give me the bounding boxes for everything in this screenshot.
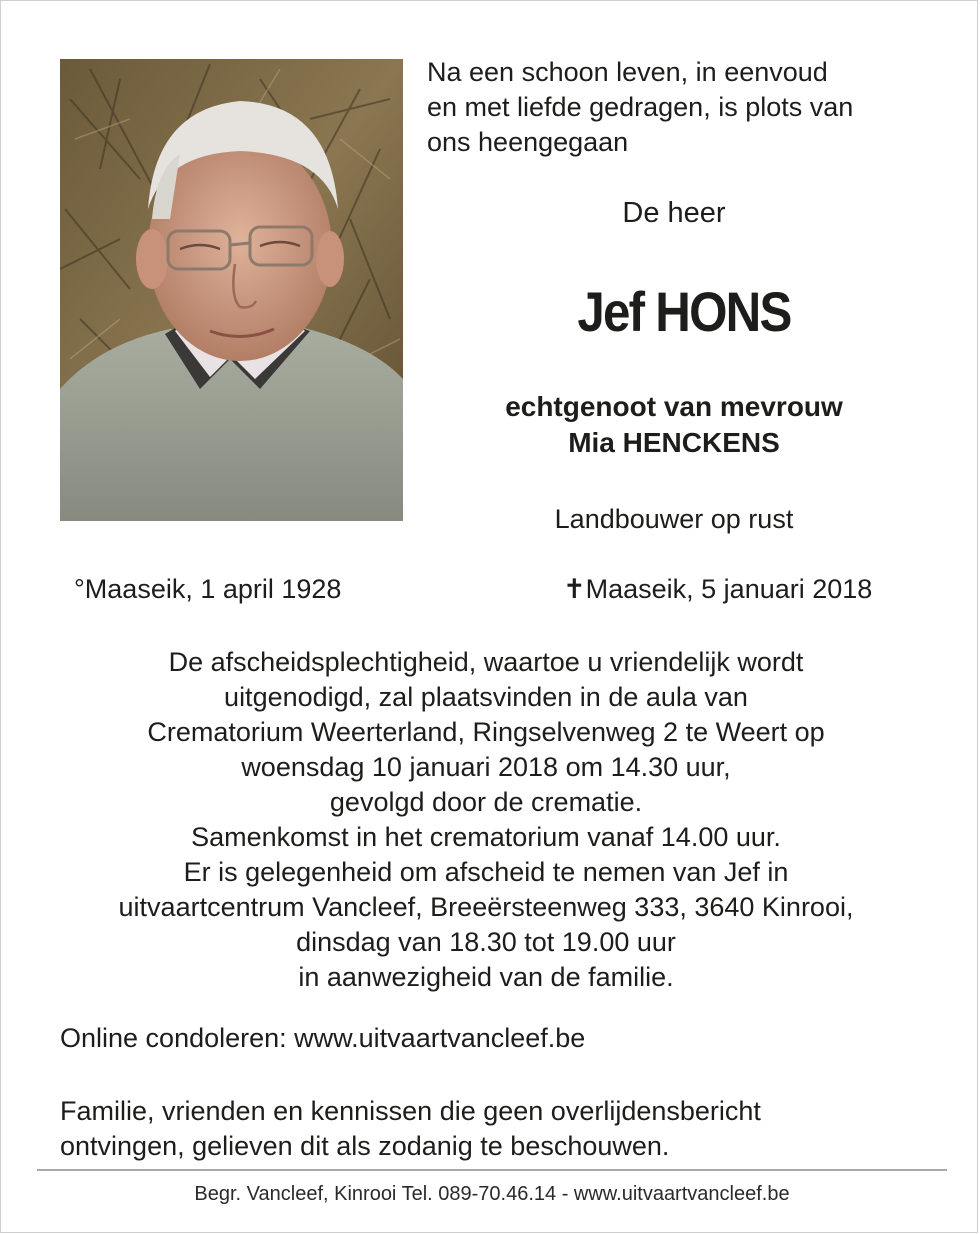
spouse-block xyxy=(421,389,927,461)
details-line: Crematorium Weerterland, Ringselvenweg 2 te Weert op xyxy=(147,717,825,747)
honorific: De heer xyxy=(622,197,726,229)
details-line: in aanwezigheid van de familie. xyxy=(298,962,674,992)
details-line: Er is gelegenheid om afscheid te nemen van Jef in xyxy=(183,857,789,887)
intro-line: ons heengegaan xyxy=(427,127,629,157)
birth-info: °Maaseik, 1 april 1928 xyxy=(74,574,342,604)
intro-line: Na een schoon leven, in eenvoud xyxy=(427,57,828,87)
intro-text xyxy=(427,55,947,160)
closing-line: ontvingen, gelieven dit als zodanig te beschouwen. xyxy=(60,1131,670,1161)
divider xyxy=(37,1169,947,1171)
portrait-photo xyxy=(60,59,403,521)
intro-line: en met liefde gedragen, is plots van xyxy=(427,92,854,122)
details-line: dinsdag van 18.30 tot 19.00 uur xyxy=(296,927,676,957)
details-line: gevolgd door de crematie. xyxy=(329,787,643,817)
details-line: De afscheidsplechtigheid, waartoe u vriendelijk wordt xyxy=(168,647,804,677)
spouse-line: echtgenoot van mevrouw xyxy=(505,391,843,422)
online-condolence: Online condoleren: www.uitvaartvancleef.be xyxy=(60,1023,586,1053)
ceremony-details xyxy=(41,645,931,995)
profession: Landbouwer op rust xyxy=(554,504,794,534)
closing-notice xyxy=(60,1094,920,1164)
spouse-line: Mia HENCKENS xyxy=(568,427,780,458)
details-line: Samenkomst in het crematorium vanaf 14.00 uur. xyxy=(191,822,781,852)
details-line: woensdag 10 januari 2018 om 14.30 uur, xyxy=(241,752,731,782)
death-info: ✝Maaseik, 5 januari 2018 xyxy=(563,574,873,604)
details-line: uitvaartcentrum Vancleef, Breeërsteenweg 333, 3640 Kinrooi, xyxy=(118,892,854,922)
closing-line: Familie, vrienden en kennissen die geen overlijdensbericht xyxy=(60,1096,761,1126)
deceased-name: Jef HONS xyxy=(577,280,791,343)
details-line: uitgenodigd, zal plaatsvinden in de aula van xyxy=(224,682,748,712)
funeral-home-footer: Begr. Vancleef, Kinrooi Tel. 089-70.46.14 - www.uitvaartvancleef.be xyxy=(194,1183,790,1205)
portrait-icon xyxy=(60,59,403,521)
